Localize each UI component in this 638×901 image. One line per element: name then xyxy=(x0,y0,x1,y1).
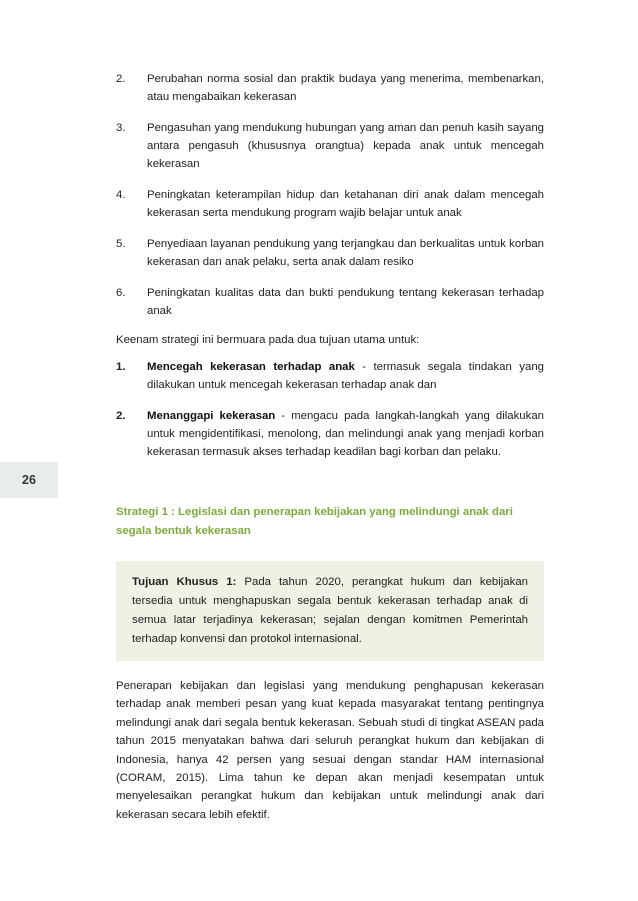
special-goal-box xyxy=(116,561,544,661)
goal-description: - mengacu pada langkah-langkah yang dilakukan untuk mengidentifikasi, menolong, dan melindungi anak yang menjadi korban kekerasan termasuk akses terhadap keadilan bagi korban dan pelaku. xyxy=(147,410,544,458)
list-item-number: 5. xyxy=(116,238,126,250)
list-item-text: Pengasuhan yang mendukung hubungan yang aman dan penuh kasih sayang antara pengasuh (khususnya orangtua) kepada anak untuk mencegah kekerasan xyxy=(147,122,544,170)
body-paragraph: Penerapan kebijakan dan legislasi yang mendukung penghapusan kekerasan terhadap anak memberi pesan yang kuat kepada masyarakat tentang pentingnya melindungi anak dari segala bentuk kekerasan. Sebuah studi di tingkat ASEAN pada tahun 2015 menyatakan bahwa dari seluruh perangkat hukum dan kebijakan di Indonesia, hanya 42 persen yang sesuai dengan standar HAM internasional (CORAM, 2015). Lima tahun ke depan akan menjadi kesempatan untuk menyelesaikan perangkat hukum dan kebijakan untuk melindungi anak dari kekerasan secara lebih efektif. xyxy=(116,680,544,821)
list-item-number: 2. xyxy=(116,73,126,85)
list-item-text: Penyediaan layanan pendukung yang terjangkau dan berkualitas untuk korban kekerasan dan anak pelaku, serta anak dalam resiko xyxy=(147,238,544,268)
special-goal-body: Pada tahun 2020, perangkat hukum dan kebijakan tersedia untuk menghapuskan segala bentuk kekerasan terhadap anak di semua latar terjadinya kekerasan; sejalan dengan komitmen Pemerintah terhadap konvensi dan protokol internasional. xyxy=(132,576,528,645)
page-content xyxy=(116,70,544,824)
goal-text xyxy=(147,358,544,394)
goal-item xyxy=(116,407,544,461)
list-item xyxy=(116,235,544,271)
goal-title: Mencegah kekerasan terhadap anak xyxy=(147,361,355,373)
list-item xyxy=(116,284,544,320)
list-item xyxy=(116,70,544,106)
goal-title: Menanggapi kekerasan xyxy=(147,410,276,422)
goal-number: 2. xyxy=(116,410,126,422)
list-item-number: 4. xyxy=(116,189,126,201)
list-item-number: 6. xyxy=(116,287,126,299)
intro-text: Keenam strategi ini bermuara pada dua tujuan utama untuk: xyxy=(116,334,420,346)
list-item xyxy=(116,119,544,173)
goal-description: - termasuk segala tindakan yang dilakukan untuk mencegah kekerasan terhadap anak dan xyxy=(147,361,544,391)
list-item xyxy=(116,186,544,222)
list-item-text: Peningkatan keterampilan hidup dan ketahanan diri anak dalam mencegah kekerasan serta mendukung program wajib belajar untuk anak xyxy=(147,189,544,219)
page-number: 26 xyxy=(22,473,36,487)
special-goal-text xyxy=(132,573,528,649)
strategy-heading: Strategi 1 : Legislasi dan penerapan kebijakan yang melindungi anak dari segala bentuk kekerasan xyxy=(116,506,513,537)
list-item-text: Peningkatan kualitas data dan bukti pendukung tentang kekerasan terhadap anak xyxy=(147,287,544,317)
list-item-number: 3. xyxy=(116,122,126,134)
page-number-tab xyxy=(0,462,58,498)
goal-number: 1. xyxy=(116,361,126,373)
goal-item xyxy=(116,358,544,394)
goal-text xyxy=(147,407,544,461)
list-item-text: Perubahan norma sosial dan praktik budaya yang menerima, membenarkan, atau mengabaikan kekerasan xyxy=(147,73,544,103)
special-goal-label: Tujuan Khusus 1: xyxy=(132,576,237,588)
